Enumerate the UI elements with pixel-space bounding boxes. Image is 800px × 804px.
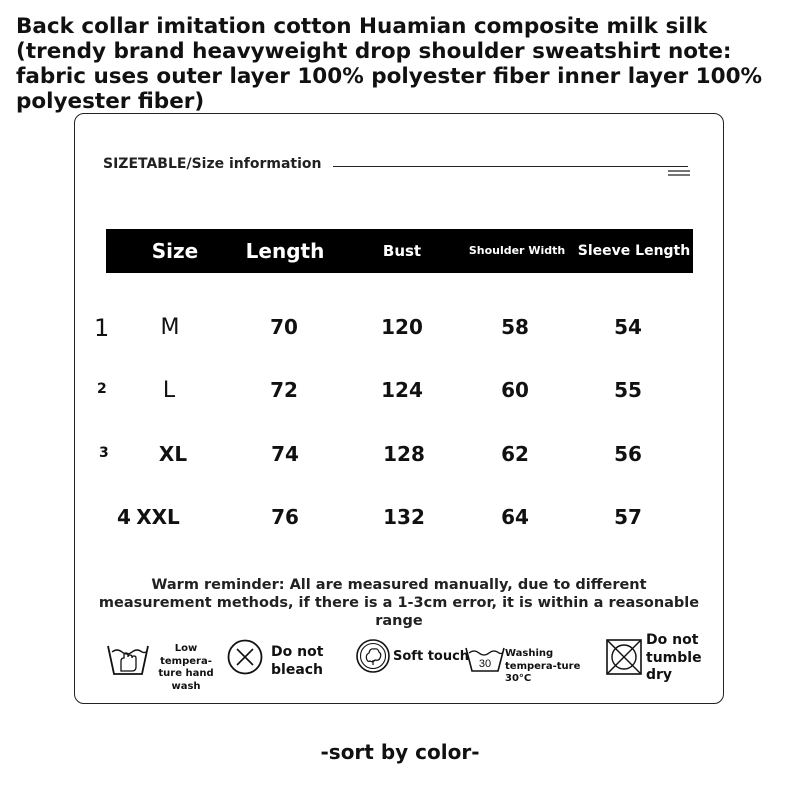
no-bleach-label: Do not bleach bbox=[271, 644, 324, 678]
heading-rule bbox=[333, 166, 688, 167]
sort-by-color-caption: -sort by color- bbox=[320, 740, 480, 764]
bust-cell: 120 bbox=[381, 315, 423, 339]
column-header-length: Length bbox=[245, 239, 325, 263]
size-cell: XXL bbox=[136, 505, 180, 529]
column-header-shoulder-width: Shoulder Width bbox=[468, 244, 566, 257]
hand-wash-label: Low tempera-ture hand wash bbox=[158, 643, 214, 692]
row-index: 1 bbox=[94, 314, 110, 342]
size-cell: M bbox=[160, 315, 180, 340]
column-header-size: Size bbox=[151, 239, 199, 263]
length-cell: 76 bbox=[271, 505, 299, 529]
row-index: 4 bbox=[117, 505, 131, 529]
table-header bbox=[106, 229, 693, 273]
page-title: Back collar imitation cotton Huamian composite milk silk (trendy brand heavyweight drop shoulder sweatshirt note: fabric uses outer layer 100% polyester fiber inner layer 100% polyester fiber) bbox=[16, 14, 763, 114]
shoulder-cell: 60 bbox=[501, 378, 529, 402]
size-cell: L bbox=[162, 378, 176, 403]
column-header-sleeve-length: Sleeve Length bbox=[577, 243, 691, 259]
no-tumble-dry-label: Do not tumble dry bbox=[646, 632, 702, 683]
wash-temperature-value: 30 bbox=[478, 658, 492, 670]
bust-cell: 132 bbox=[383, 505, 425, 529]
hand-wash-icon bbox=[106, 640, 150, 678]
shoulder-cell: 64 bbox=[501, 505, 529, 529]
length-cell: 70 bbox=[270, 315, 298, 339]
shoulder-cell: 62 bbox=[501, 442, 529, 466]
wash-temperature-icon bbox=[464, 644, 506, 674]
size-cell: XL bbox=[158, 442, 188, 466]
menu-lines-icon bbox=[668, 168, 690, 178]
row-index: 2 bbox=[97, 381, 107, 397]
sleeve-cell: 55 bbox=[614, 378, 642, 402]
sleeve-cell: 57 bbox=[614, 505, 642, 529]
no-tumble-dry-icon bbox=[605, 638, 643, 676]
column-header-bust: Bust bbox=[382, 242, 422, 260]
length-cell: 72 bbox=[270, 378, 298, 402]
row-index: 3 bbox=[99, 445, 109, 461]
sleeve-cell: 56 bbox=[614, 442, 642, 466]
soft-touch-label: Soft touch bbox=[393, 649, 470, 664]
size-table-heading: SIZETABLE/Size information bbox=[103, 156, 322, 172]
sleeve-cell: 54 bbox=[614, 315, 642, 339]
bust-cell: 124 bbox=[381, 378, 423, 402]
warm-reminder: Warm reminder: All are measured manually, due to different measurement methods, if there is a 1-3cm error, it is within a reasonable range bbox=[98, 577, 700, 629]
no-bleach-icon bbox=[226, 638, 264, 676]
soft-touch-icon bbox=[355, 638, 391, 674]
wash-temperature-label: Washing tempera-ture 30°C bbox=[505, 648, 581, 684]
length-cell: 74 bbox=[271, 442, 299, 466]
bust-cell: 128 bbox=[383, 442, 425, 466]
shoulder-cell: 58 bbox=[501, 315, 529, 339]
